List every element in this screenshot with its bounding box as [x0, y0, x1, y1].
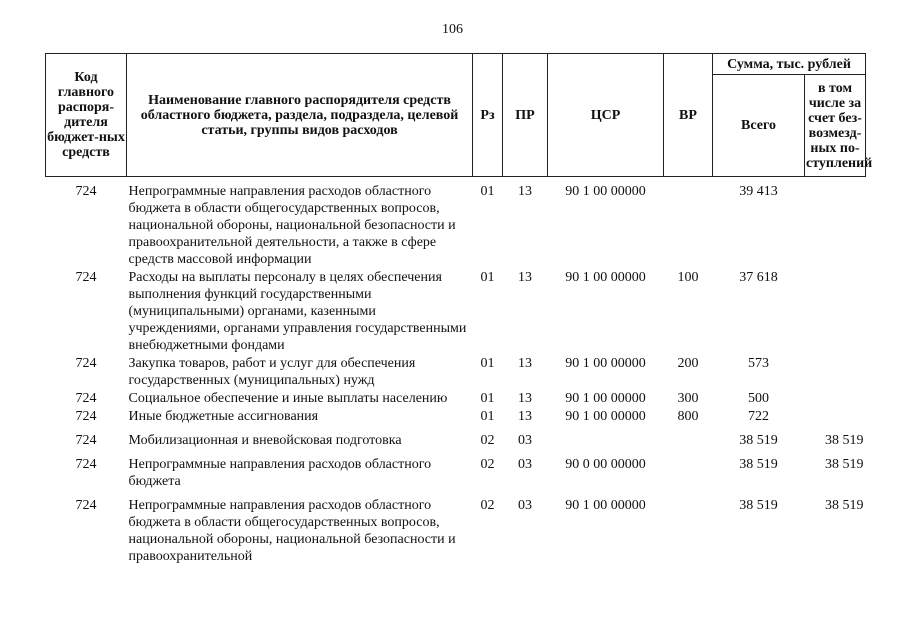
cell-incl [805, 408, 866, 426]
cell-name: Социальное обеспечение и иные выплаты населению [128, 391, 448, 406]
header-sum-group: Сумма, тыс. рублей [713, 54, 866, 75]
cell-incl [805, 269, 866, 355]
cell-csr: 90 1 00 00000 [565, 356, 646, 371]
cell-name: Расходы на выплаты персоналу в целях обеспечения выполнения функций государственными (муниципальными) органами, казенными учреждениями, органами управления государственными внебюджетными фондами [128, 270, 467, 353]
cell-csr: 90 1 00 00000 [565, 184, 646, 199]
header-pr: ПР [503, 54, 548, 177]
cell-vr: 200 [677, 356, 699, 371]
cell-code: 724 [75, 433, 97, 448]
cell-code: 724 [75, 356, 97, 371]
cell-pr: 13 [518, 356, 532, 371]
cell-total: 37 618 [739, 270, 778, 285]
cell-name: Мобилизационная и вневойсковая подготовка [128, 433, 402, 448]
cell-pr: 13 [518, 391, 532, 406]
cell-total: 38 519 [739, 457, 778, 472]
table-row [46, 390, 866, 408]
cell-code: 724 [75, 391, 97, 406]
cell-name: Закупка товаров, работ и услуг для обеспечения государственных (муниципальных) нужд [128, 356, 416, 388]
table-body [46, 177, 866, 573]
cell-incl [805, 355, 866, 390]
cell-csr: 90 0 00 00000 [565, 457, 646, 472]
cell-total: 39 413 [739, 184, 778, 199]
header-name: Наименование главного распорядителя средств областного бюджета, раздела, подраздела, целевой статьи, группы видов расходов [127, 54, 473, 177]
page-number: 106 [442, 22, 463, 37]
cell-pr: 03 [518, 433, 532, 448]
cell-rz: 01 [480, 184, 495, 199]
cell-vr [664, 183, 713, 269]
cell-incl [805, 183, 866, 269]
cell-csr: 90 1 00 00000 [565, 391, 646, 406]
cell-code: 724 [75, 409, 97, 424]
cell-pr: 13 [518, 270, 532, 285]
cell-pr: 13 [518, 409, 532, 424]
cell-total: 38 519 [739, 498, 778, 513]
header-row-1 [46, 54, 866, 75]
cell-rz: 01 [480, 270, 495, 285]
table-row [46, 355, 866, 390]
header-vr: ВР [664, 54, 713, 177]
cell-pr: 13 [518, 184, 532, 199]
header-incl: в том числе за счет без-возмезд-ных по-ступлений [805, 75, 866, 177]
cell-total: 573 [748, 356, 769, 371]
cell-rz: 01 [480, 409, 495, 424]
cell-code: 724 [75, 184, 97, 199]
table-row [46, 269, 866, 355]
cell-name: Непрограммные направления расходов областного бюджета в области общегосударственных вопросов, национальной обороны, национальной безопасности и правоохранительной деятельности, а также в сфере средств массовой информации [128, 184, 456, 267]
cell-incl: 38 519 [825, 457, 864, 472]
cell-vr: 800 [677, 409, 699, 424]
cell-total: 500 [748, 391, 769, 406]
budget-table [45, 53, 873, 572]
cell-csr [548, 432, 664, 450]
cell-csr: 90 1 00 00000 [565, 270, 646, 285]
cell-vr: 100 [677, 270, 699, 285]
cell-name: Непрограммные направления расходов областного бюджета в области общегосударственных вопросов, национальной обороны, национальной безопасности и правоохранительной [128, 498, 456, 564]
cell-pr: 03 [518, 498, 532, 513]
header-rz: Рз [473, 54, 503, 177]
cell-pr: 03 [518, 457, 532, 472]
cell-rz: 02 [480, 457, 495, 472]
header-total: Всего [713, 75, 805, 177]
table-row [46, 183, 866, 269]
cell-vr [664, 432, 713, 450]
cell-total: 722 [748, 409, 769, 424]
table-row [46, 456, 866, 491]
cell-name: Непрограммные направления расходов областного бюджета [128, 457, 432, 489]
cell-code: 724 [75, 270, 97, 285]
cell-csr: 90 1 00 00000 [565, 409, 646, 424]
cell-total: 38 519 [739, 433, 778, 448]
cell-vr [664, 456, 713, 491]
cell-code: 724 [75, 457, 97, 472]
table-row [46, 408, 866, 426]
cell-rz: 01 [480, 356, 495, 371]
cell-incl: 38 519 [825, 433, 864, 448]
header-csr: ЦСР [548, 54, 664, 177]
cell-incl: 38 519 [825, 498, 864, 513]
cell-rz: 01 [480, 391, 495, 406]
cell-incl [805, 390, 866, 408]
cell-rz: 02 [480, 433, 495, 448]
cell-code: 724 [75, 498, 97, 513]
cell-rz: 02 [480, 498, 495, 513]
header-code: Код главного распоря-дителя бюджет-ных средств [46, 54, 127, 177]
cell-vr: 300 [677, 391, 699, 406]
cell-csr: 90 1 00 00000 [565, 498, 646, 513]
cell-name: Иные бюджетные ассигнования [128, 409, 319, 424]
table-row [46, 432, 866, 450]
table-row [46, 497, 866, 566]
cell-vr [664, 497, 713, 566]
